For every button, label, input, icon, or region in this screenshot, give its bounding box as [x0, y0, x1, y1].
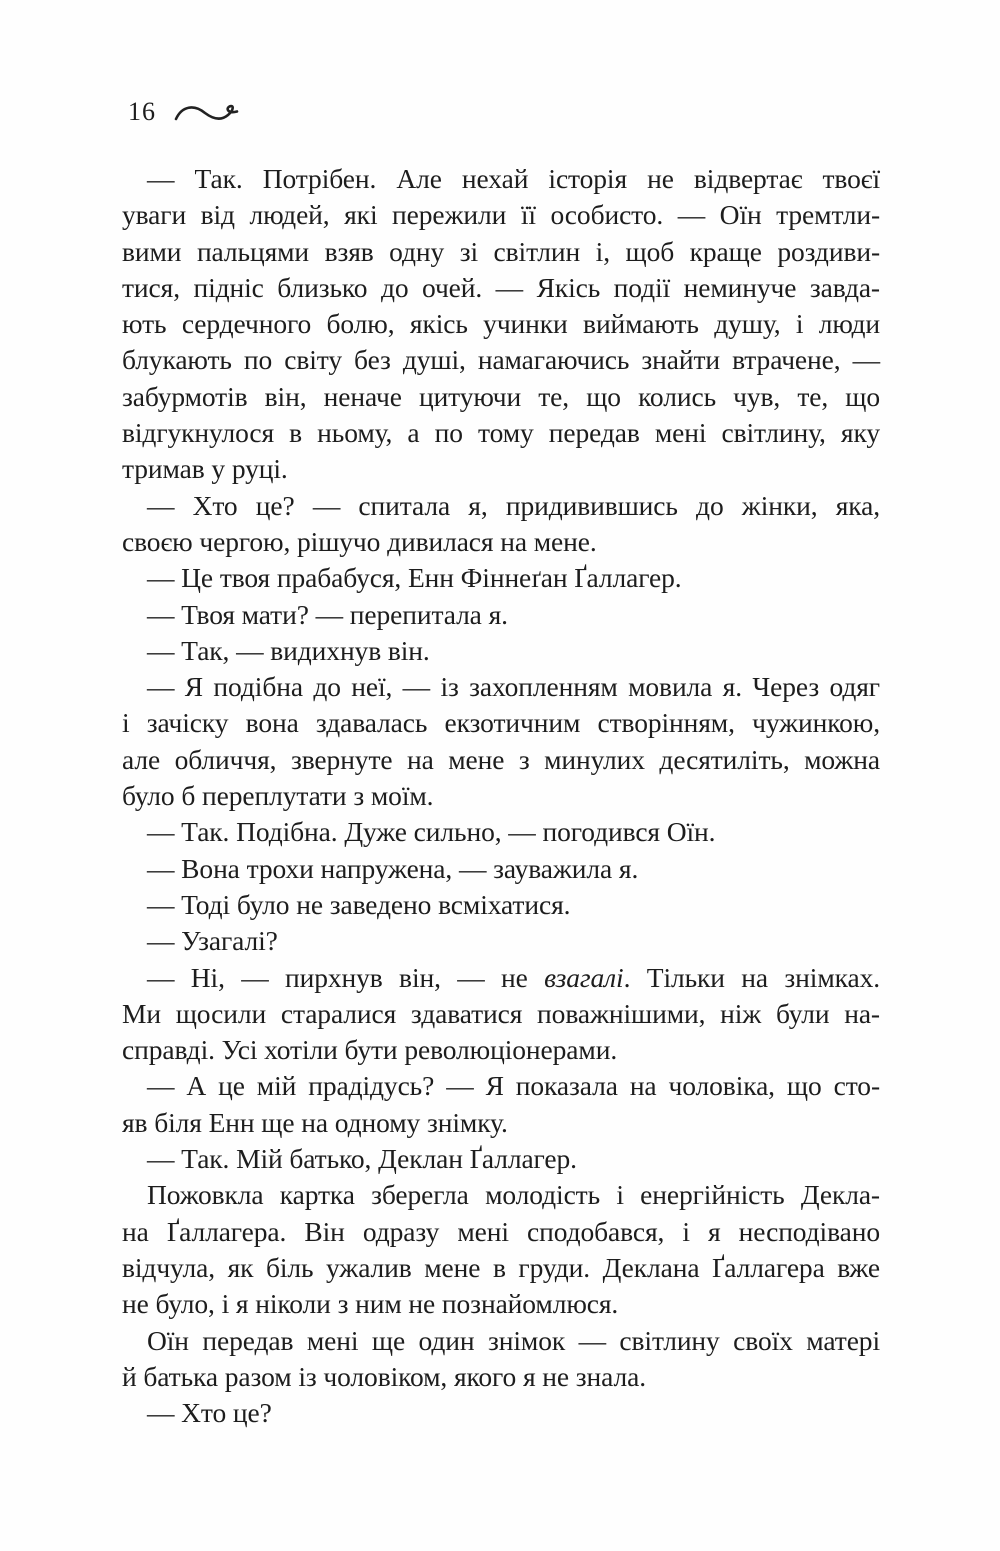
paragraph [122, 814, 880, 850]
text-line: яв біля Енн ще на одному знімку. [122, 1106, 508, 1138]
text-line [122, 960, 880, 996]
text-line: і зачіску вона здавалась екзотичним створінням, чужинкою, [122, 707, 880, 739]
text-line: своєю чергою, рішучо дивилася на мене. [122, 525, 597, 557]
paragraph [122, 488, 880, 561]
text-line: блукають по світу без душі, намагаючись знайти втрачене, — [122, 344, 880, 376]
text-line: справді. Усі хотіли бути революціонерами. [122, 1034, 618, 1066]
text-line: вими пальцями взяв одну зі світлин і, щоб краще роздиви- [122, 235, 880, 267]
paragraph [122, 887, 880, 923]
text-line: забурмотів він, неначе цитуючи те, що колись чув, те, що [122, 380, 880, 412]
text-line: — Так. Потрібен. Але нехай історія не відвертає твоєї [147, 163, 880, 194]
text-line: ють сердечного болю, якісь учинки виймають душу, і люди [122, 308, 880, 340]
text-line: — Так, — видихнув він. [147, 634, 430, 666]
text-line: — Хто це? — спитала я, придивившись до жінки, яка, [147, 489, 880, 521]
text-line: але обличчя, звернуте на мене з минулих десятиліть, можна [122, 743, 880, 775]
paragraph [122, 923, 880, 959]
text-line: — Твоя мати? — перепитала я. [147, 598, 508, 630]
text-segment: — Ні, — пирхнув він, — не [147, 961, 545, 993]
text-line: — Це твоя прабабуся, Енн Фіннеґан Ґаллагер. [147, 562, 682, 594]
paragraph [122, 161, 880, 488]
paragraph [122, 1177, 880, 1322]
paragraph [122, 1141, 880, 1177]
text-line: — Вона трохи напружена, — зауважила я. [147, 852, 639, 884]
paragraph [122, 560, 880, 596]
text-block [122, 161, 880, 1431]
paragraph [122, 1395, 880, 1431]
text-line: й батька разом із чоловіком, якого я не знала. [122, 1360, 646, 1392]
text-line: — Узагалі? [147, 925, 278, 957]
text-line: відгукнулося в ньому, а по тому передав мені світлину, яку [122, 417, 880, 449]
text-line: — Так. Подібна. Дуже сильно, — погодився Оїн. [147, 816, 716, 848]
text-line: — А це мій прадідусь? — Я показала на чоловіка, що сто- [147, 1070, 880, 1102]
text-line: уваги від людей, які пережили її особисто. — Оїн тремтли- [122, 199, 880, 231]
text-line: було б переплутати з моїм. [122, 780, 434, 812]
text-segment: . Тільки на знімках. [623, 961, 880, 993]
text-line: Оїн передав мені ще один знімок — світлину своїх матері [147, 1324, 880, 1356]
text-line: — Тоді було не заведено всміхатися. [147, 888, 571, 920]
text-line: тримав у руці. [122, 453, 288, 485]
page-number: 16 [128, 97, 156, 126]
paragraph [122, 597, 880, 633]
italic-text: взагалі [544, 961, 624, 993]
text-line: відчула, як біль ужалив мене в груди. Деклана Ґаллагера вже [122, 1251, 880, 1283]
paragraph [122, 960, 880, 1069]
text-line: — Так. Мій батько, Деклан Ґаллагер. [147, 1143, 577, 1175]
page-header [128, 97, 240, 127]
text-line: Ми щосили старалися здаватися поважнішими, ніж були на- [122, 997, 880, 1029]
paragraph [122, 633, 880, 669]
text-line: на Ґаллагера. Він одразу мені сподобався, і я несподівано [122, 1215, 880, 1247]
paragraph [122, 851, 880, 887]
swash-tilde-icon [174, 101, 240, 127]
text-line: Пожовкла картка зберегла молодість і енергійність Декла- [147, 1179, 880, 1211]
text-line: — Я подібна до неї, — із захопленням мовила я. Через одяг [147, 671, 880, 703]
paragraph [122, 669, 880, 814]
paragraph [122, 1323, 880, 1396]
paragraph [122, 1068, 880, 1141]
text-line: тися, підніс близько до очей. — Якісь події неминуче завда- [122, 271, 880, 303]
text-line: не було, і я ніколи з ним не познайомлюся. [122, 1288, 619, 1320]
text-line: — Хто це? [147, 1397, 272, 1429]
